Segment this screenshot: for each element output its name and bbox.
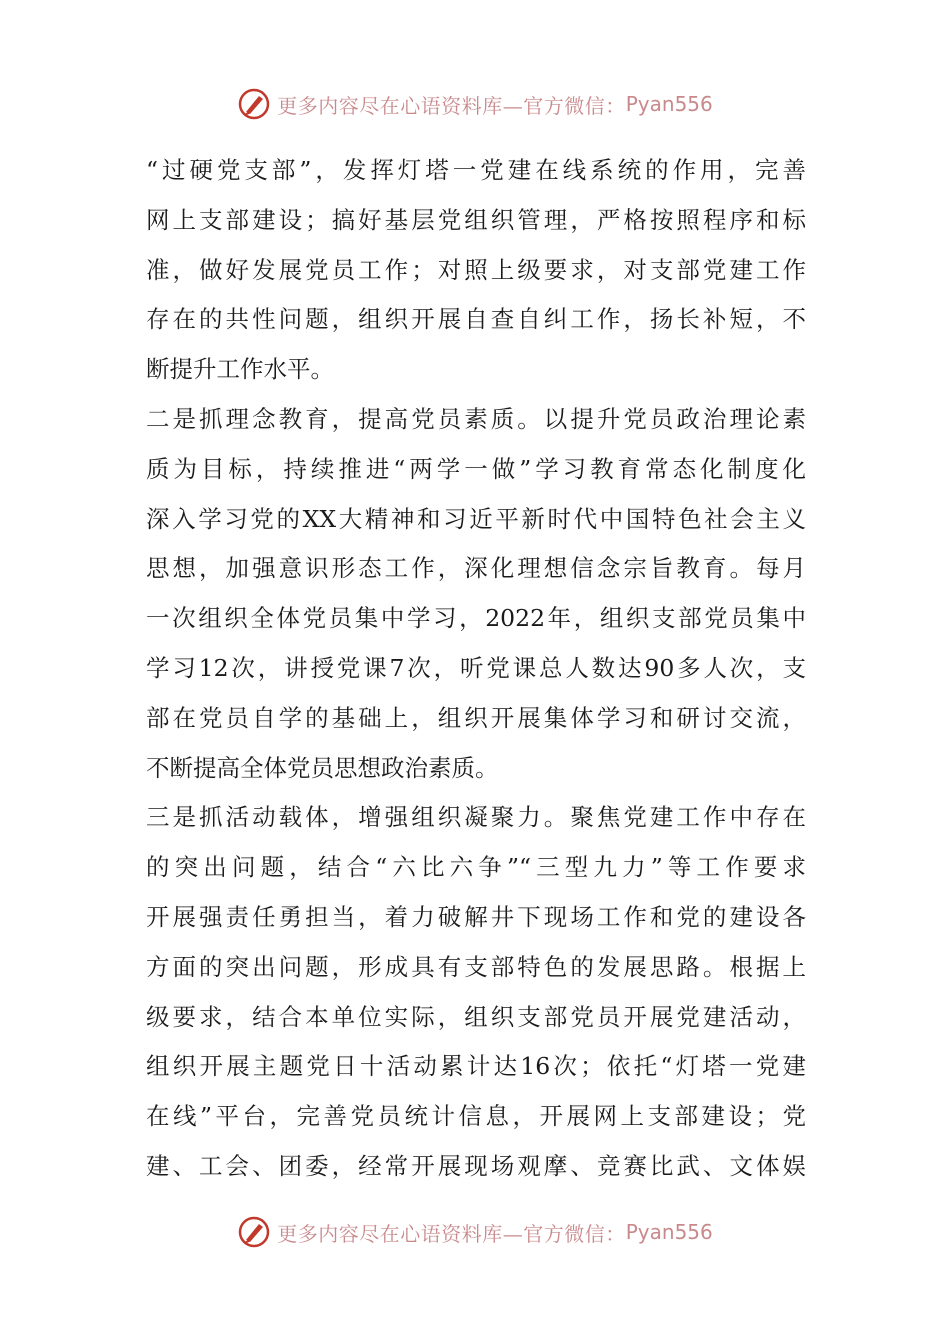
document-body xyxy=(146,146,806,1192)
text-line: 一次组织全体党员集中学习，2022年，组织支部党员集中 xyxy=(146,604,806,633)
text-line: 部在党员自学的基础上，组织开展集体学习和研讨交流， xyxy=(146,703,806,732)
watermark-account: Pyan556 xyxy=(625,1220,713,1244)
text-line: 三是抓活动载体，增强组织凝聚力。聚焦党建工作中存在 xyxy=(146,803,806,832)
text-line: 学习12次，讲授党课7次，听党课总人数达90多人次，支 xyxy=(146,653,806,682)
text-line: 准，做好发展党员工作；对照上级要求，对支部党建工作 xyxy=(146,255,806,284)
text-line: 不断提高全体党员思想政治素质。 xyxy=(146,753,499,782)
text-line: 断提升工作水平。 xyxy=(146,355,334,384)
text-line: 组织开展主题党日十活动累计达16次；依托“灯塔一党建 xyxy=(146,1052,806,1081)
text-line: 的突出问题，结合“六比六争”“三型九力”等工作要求 xyxy=(146,853,806,882)
header-watermark xyxy=(0,84,950,124)
text-line: 方面的突出问题，形成具有支部特色的发展思路。根据上 xyxy=(146,952,806,981)
watermark-account: Pyan556 xyxy=(625,92,713,116)
watermark-text: 更多内容尽在心语资料库—官方微信： xyxy=(277,1221,626,1246)
text-line: 建、工会、团委，经常开展现场观摩、竞赛比武、文体娱 xyxy=(146,1151,806,1180)
pen-logo-icon xyxy=(237,1215,271,1249)
text-line: “过硬党支部”，发挥灯塔一党建在线系统的作用，完善 xyxy=(146,156,806,184)
watermark-text: 更多内容尽在心语资料库—官方微信： xyxy=(277,93,626,118)
text-line: 级要求，结合本单位实际，组织支部党员开展党建活动， xyxy=(146,1002,806,1031)
text-line: 思想，加强意识形态工作，深化理想信念宗旨教育。每月 xyxy=(146,554,806,583)
text-line: 质为目标，持续推进“两学一做”学习教育常态化制度化 xyxy=(146,454,806,483)
text-line: 在线”平台，完善党员统计信息，开展网上支部建设；党 xyxy=(146,1102,806,1131)
text-line: 二是抓理念教育，提高党员素质。以提升党员政治理论素 xyxy=(146,404,806,433)
text-line: 开展强责任勇担当，着力破解井下现场工作和党的建设各 xyxy=(146,902,806,931)
text-line: 网上支部建设；搞好基层党组织管理，严格按照程序和标 xyxy=(146,205,806,234)
text-line: 存在的共性问题，组织开展自查自纠工作，扬长补短，不 xyxy=(146,305,806,334)
pen-logo-icon xyxy=(237,87,271,121)
text-line: 深入学习党的XX大精神和习近平新时代中国特色社会主义 xyxy=(146,504,806,533)
footer-watermark xyxy=(0,1212,950,1252)
